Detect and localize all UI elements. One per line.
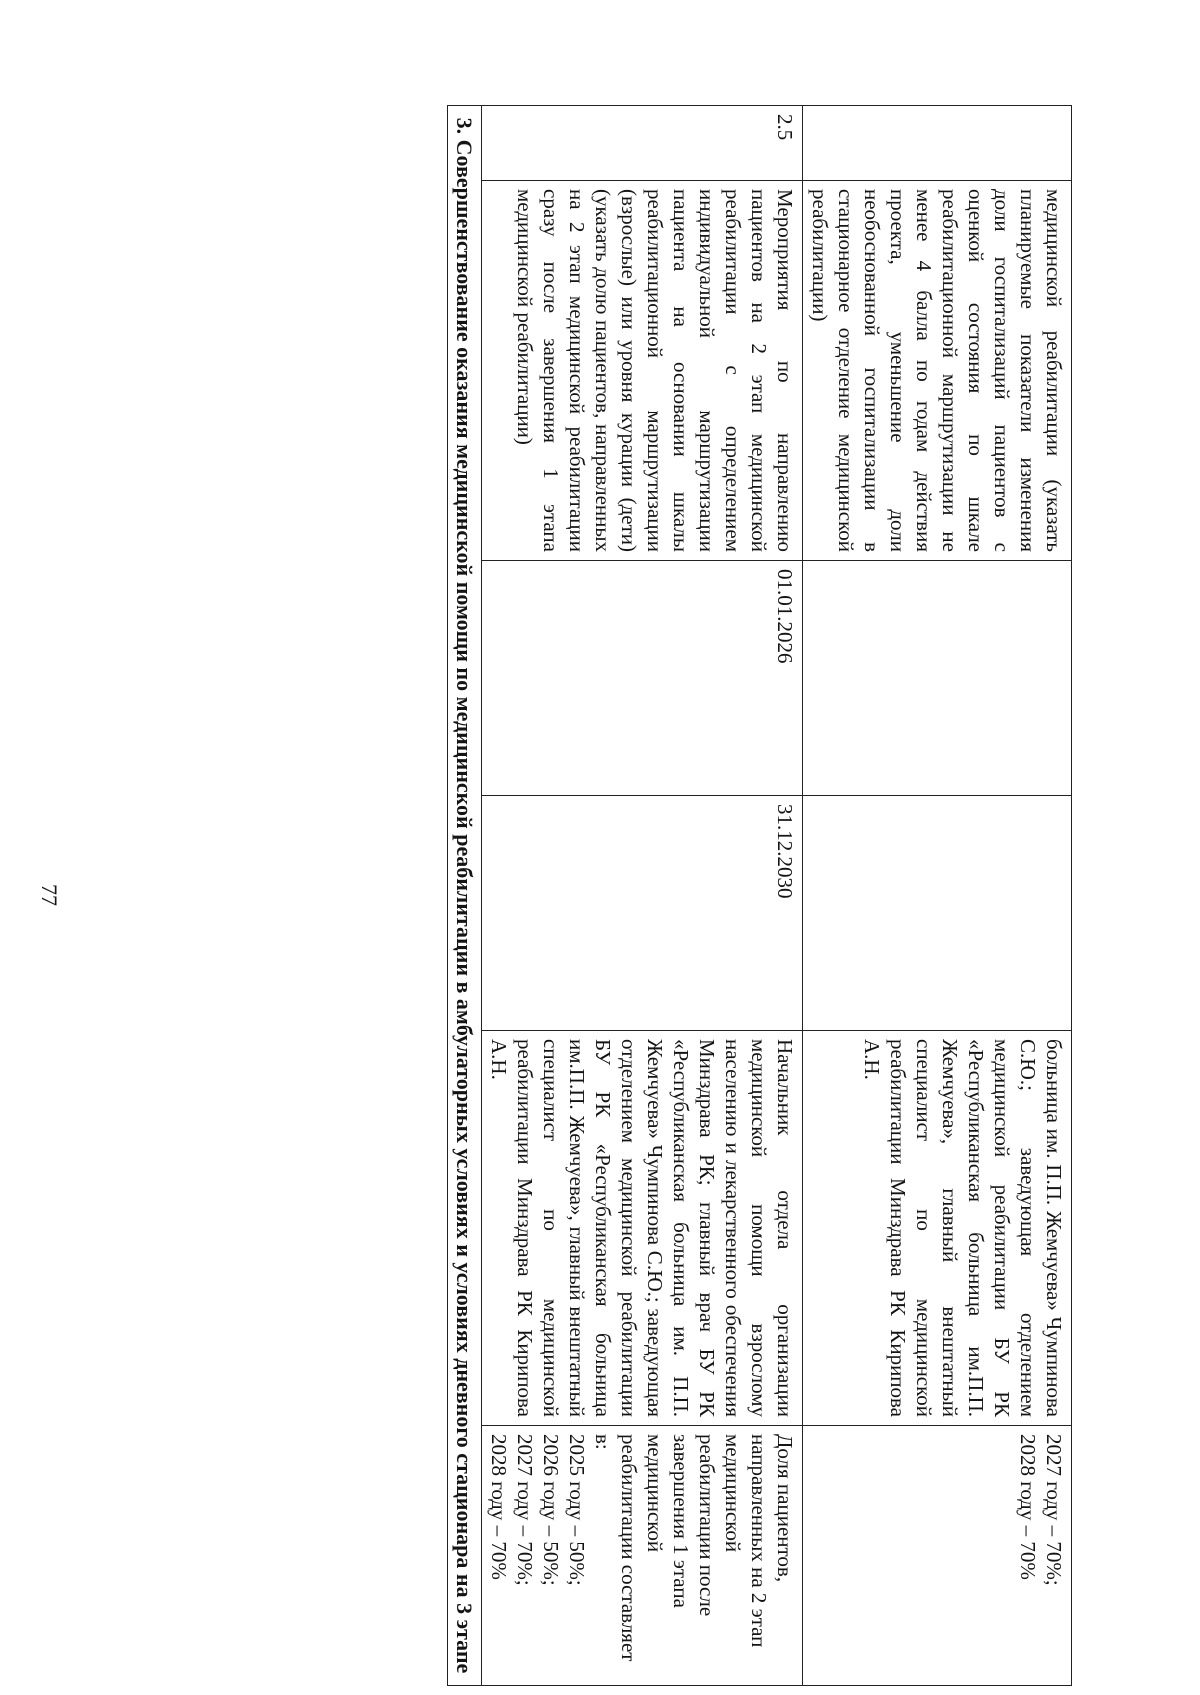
activity-table xyxy=(447,105,1072,1686)
page-number: 77 xyxy=(37,884,62,906)
section-heading: 3. Совершенствование оказания медицинской помощи по медицинской реабилитации в амбулаторных условиях и условиях дневного стационара на 3 этапе xyxy=(448,106,482,1686)
result-cell: Доля пациентов, направленных на 2 этап медицинской реабилитации после завершения 1 этапа медицинской реабилитации составляет в: 2025 году – 50%; 2026 году – 50%; 2027 году – 70%; 2028 году – 70% xyxy=(482,1426,803,1686)
rotated-document-page xyxy=(12,105,1072,1685)
start-date-cell xyxy=(803,561,1072,796)
activity-cell: Мероприятия по направлению пациентов на 2 этап медицинской реабилитации с определением индивидуальной маршрутизации пациента на основании шкалы реабилитационной маршрутизации (взрослые) или уровня курации (дети) (указать долю пациентов, направленных на 2 этап медицинской реабилитации сразу после завершения 1 этапа медицинской реабилитации) xyxy=(482,181,803,561)
table-row xyxy=(482,106,803,1686)
end-date-cell: 31.12.2030 xyxy=(482,796,803,1031)
responsible-cell: больница им. П.П. Жемчуева» Чумпинова С.Ю.; заведующая отделением медицинской реабилитации БУ РК «Республиканская больница им.П.П. Жемчуева», главный внештатный специалист по медицинской реабилитации Минздрава РК Кирипова А.Н. xyxy=(803,1031,1072,1426)
result-cell: 2027 году – 70%; 2028 году – 70% xyxy=(803,1426,1072,1686)
start-date-cell: 01.01.2026 xyxy=(482,561,803,796)
activity-cell: медицинской реабилитации (указать планируемые показатели изменения доли госпитализаций пациентов с оценкой состояния по шкале реабилитационной маршрутизации не менее 4 балла по годам действия проекта, уменьшение доли необоснованной госпитализации в стационарное отделение медицинской реабилитации) xyxy=(803,181,1072,561)
responsible-cell: Начальник отдела организации медицинской помощи взрослому населению и лекарственного обеспечения Минздрава РК; главный врач БУ РК «Республиканская больница им. П.П. Жемчуева» Чумпинова С.Ю.; заведующая отделением медицинской реабилитации БУ РК «Республиканская больница им.П.П. Жемчуева», главный внештатный специалист по медицинской реабилитации Минздрава РК Кирипова А.Н. xyxy=(482,1031,803,1426)
section-heading-row xyxy=(448,106,482,1686)
row-number-cell xyxy=(803,106,1072,181)
table-row xyxy=(803,106,1072,1686)
row-number-cell: 2.5 xyxy=(482,106,803,181)
end-date-cell xyxy=(803,796,1072,1031)
